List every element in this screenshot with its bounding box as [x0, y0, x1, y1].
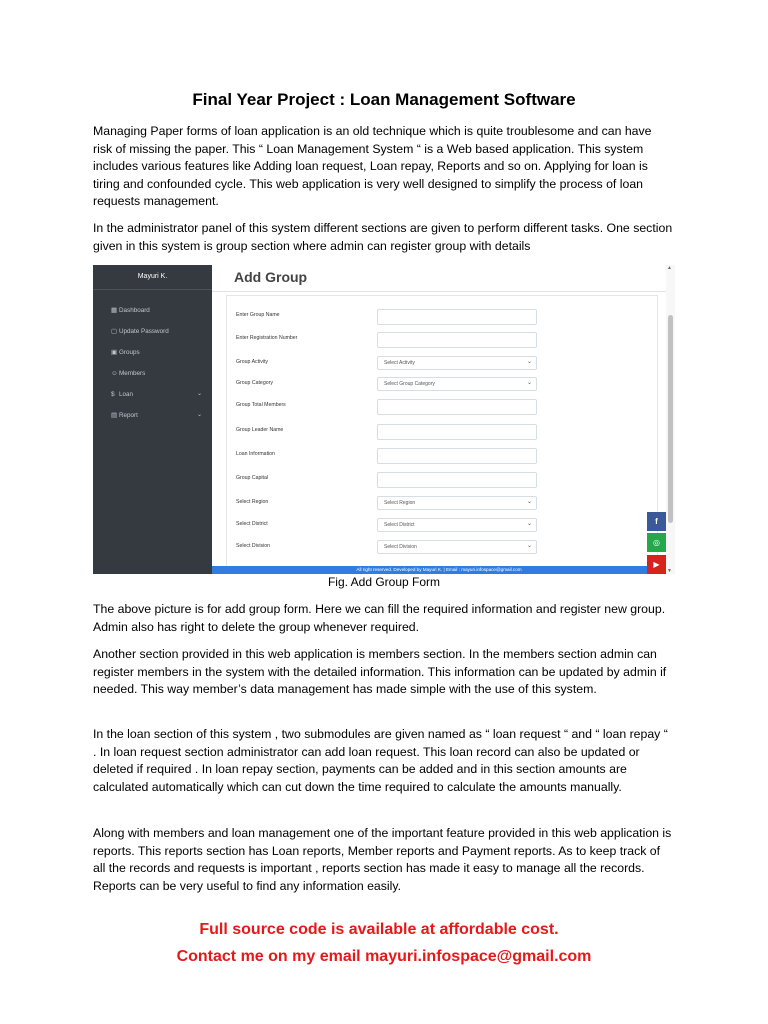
chevron-down-icon: ⌄: [526, 543, 532, 549]
main-panel: [212, 265, 666, 566]
whatsapp-icon[interactable]: ◎: [647, 533, 666, 552]
reports-paragraph: Along with members and loan management one of the important feature provided in this web application is reports. This reports section has Loan reports, Member reports and Payment reports. As to keep track of all the records and requests is important , reports section has made it easy to manage all the records. Reports can be very useful to find any information easily.: [93, 826, 672, 893]
sidebar-item-groups[interactable]: [93, 342, 212, 363]
intro-paragraph: Managing Paper forms of loan application is an old technique which is quite troublesome and can have risk of missing the paper. This “ Loan Management System “ is a Web based application. This system includes various features like Adding loan request, Loan repay, Reports and so on. Applying for loan is tiring and confounded cycle. This web application is very well designed to simplify the process of loan requests management.: [93, 124, 652, 209]
form-row: [227, 422, 657, 442]
sidebar-item-label: Members: [119, 370, 146, 377]
members-paragraph: Another section provided in this web application is members section. In the members section admin can register members in the system with the detailed information. This information can be updated by admin if needed. This way member’s data management has made simple with the use of this system.: [93, 647, 667, 697]
form-row: [227, 516, 657, 536]
form-row: [227, 538, 657, 558]
add-group-form: [226, 295, 658, 567]
field-input[interactable]: [377, 472, 537, 488]
form-row: [227, 307, 657, 327]
figure-caption: Fig. Add Group Form: [327, 575, 441, 589]
sidebar-item-label: Update Password: [119, 328, 169, 335]
field-label: Enter Registration Number: [236, 335, 298, 341]
facebook-icon[interactable]: f: [647, 512, 666, 531]
field-label: Group Activity: [236, 359, 269, 365]
field-label: Group Total Members: [236, 402, 286, 408]
sidebar-item-label: Loan: [119, 391, 134, 398]
field-label: Group Leader Name: [236, 427, 284, 433]
title-divider: [212, 291, 666, 292]
groups-icon: ▣: [111, 349, 118, 356]
field-input[interactable]: [377, 309, 537, 325]
scroll-thumb[interactable]: [668, 315, 673, 523]
sidebar-menu: [93, 290, 212, 426]
form-row: [227, 397, 657, 417]
field-input[interactable]: [377, 332, 537, 348]
form-row: [227, 494, 657, 514]
field-label: Select Division: [236, 543, 271, 549]
form-row: [227, 354, 657, 374]
sidebar-item-label: Dashboard: [119, 307, 150, 314]
youtube-icon[interactable]: ▶: [647, 555, 666, 574]
sidebar-item-update-password[interactable]: [93, 321, 212, 342]
field-label: Loan Information: [236, 451, 275, 457]
field-label: Group Capital: [236, 475, 269, 481]
members-icon: ☺: [111, 370, 118, 377]
form-row: [227, 375, 657, 395]
select-value: Select Group Category: [384, 381, 435, 387]
form-row: [227, 330, 657, 350]
form-row: [227, 446, 657, 466]
loan-paragraph: In the loan section of this system , two submodules are given named as “ loan request “ and “ loan repay “ . In loan request section administrator can add loan request. This loan record can also be updated or deleted if required . In loan repay section, payments can be added and in this section amounts are calculated automatically which can cut down the time required to calculate the amounts manually.: [93, 727, 668, 794]
sidebar: [93, 265, 212, 574]
field-select[interactable]: [377, 356, 537, 370]
field-label: Select District: [236, 521, 268, 527]
scrollbar[interactable]: [666, 265, 675, 574]
field-label: Enter Group Name: [236, 312, 280, 318]
source-code-promo: Full source code is available at affordable cost.: [199, 921, 559, 938]
sidebar-item-label: Report: [119, 412, 138, 419]
field-label: Select Region: [236, 499, 269, 505]
contact-email-promo: Contact me on my email mayuri.infospace@gmail.com: [176, 948, 592, 965]
brand-name: Mayuri K.: [93, 265, 212, 290]
sidebar-item-loan[interactable]: [93, 384, 212, 405]
form-title: Add Group: [234, 269, 308, 285]
report-icon: ▤: [111, 412, 118, 419]
dashboard-icon: ▦: [111, 307, 118, 314]
field-select[interactable]: [377, 496, 537, 510]
scroll-up-arrow-icon[interactable]: ▲: [667, 265, 672, 271]
add-group-paragraph: The above picture is for add group form. Here we can fill the required information and register new group. Admin also has right to delete the group whenever required.: [93, 602, 666, 634]
field-label: Group Category: [236, 380, 273, 386]
document-title: Final Year Project : Loan Management Software: [192, 90, 576, 109]
chevron-down-icon: ⌄: [526, 521, 532, 527]
field-input[interactable]: [377, 399, 537, 415]
select-value: Select Region: [384, 500, 416, 506]
lock-icon: ▢: [111, 328, 118, 335]
field-input[interactable]: [377, 424, 537, 440]
screenshot-footer: All right reserved. Developed by Mayuri K. | Email : mayuri.infospace@gmail.com: [212, 566, 666, 574]
field-input[interactable]: [377, 448, 537, 464]
chevron-down-icon: ⌄: [196, 412, 202, 418]
sidebar-item-label: Groups: [119, 349, 140, 356]
chevron-down-icon: ⌄: [526, 380, 532, 386]
sidebar-item-report[interactable]: [93, 405, 212, 426]
scroll-down-arrow-icon[interactable]: ▼: [667, 568, 672, 574]
select-value: Select District: [384, 522, 415, 528]
select-value: Select Division: [384, 544, 417, 550]
field-select[interactable]: [377, 377, 537, 391]
chevron-down-icon: ⌄: [196, 391, 202, 397]
field-select[interactable]: [377, 518, 537, 532]
add-group-screenshot: [93, 265, 675, 574]
admin-panel-paragraph: In the administrator panel of this system different sections are given to perform different tasks. One section given in this system is group section where admin can register group with details: [93, 221, 673, 253]
form-row: [227, 470, 657, 490]
chevron-down-icon: ⌄: [526, 499, 532, 505]
select-value: Select Activity: [384, 360, 415, 366]
chevron-down-icon: ⌄: [526, 359, 532, 365]
sidebar-item-members[interactable]: [93, 363, 212, 384]
field-select[interactable]: [377, 540, 537, 554]
dollar-icon: $: [111, 391, 115, 398]
sidebar-item-dashboard[interactable]: [93, 300, 212, 321]
